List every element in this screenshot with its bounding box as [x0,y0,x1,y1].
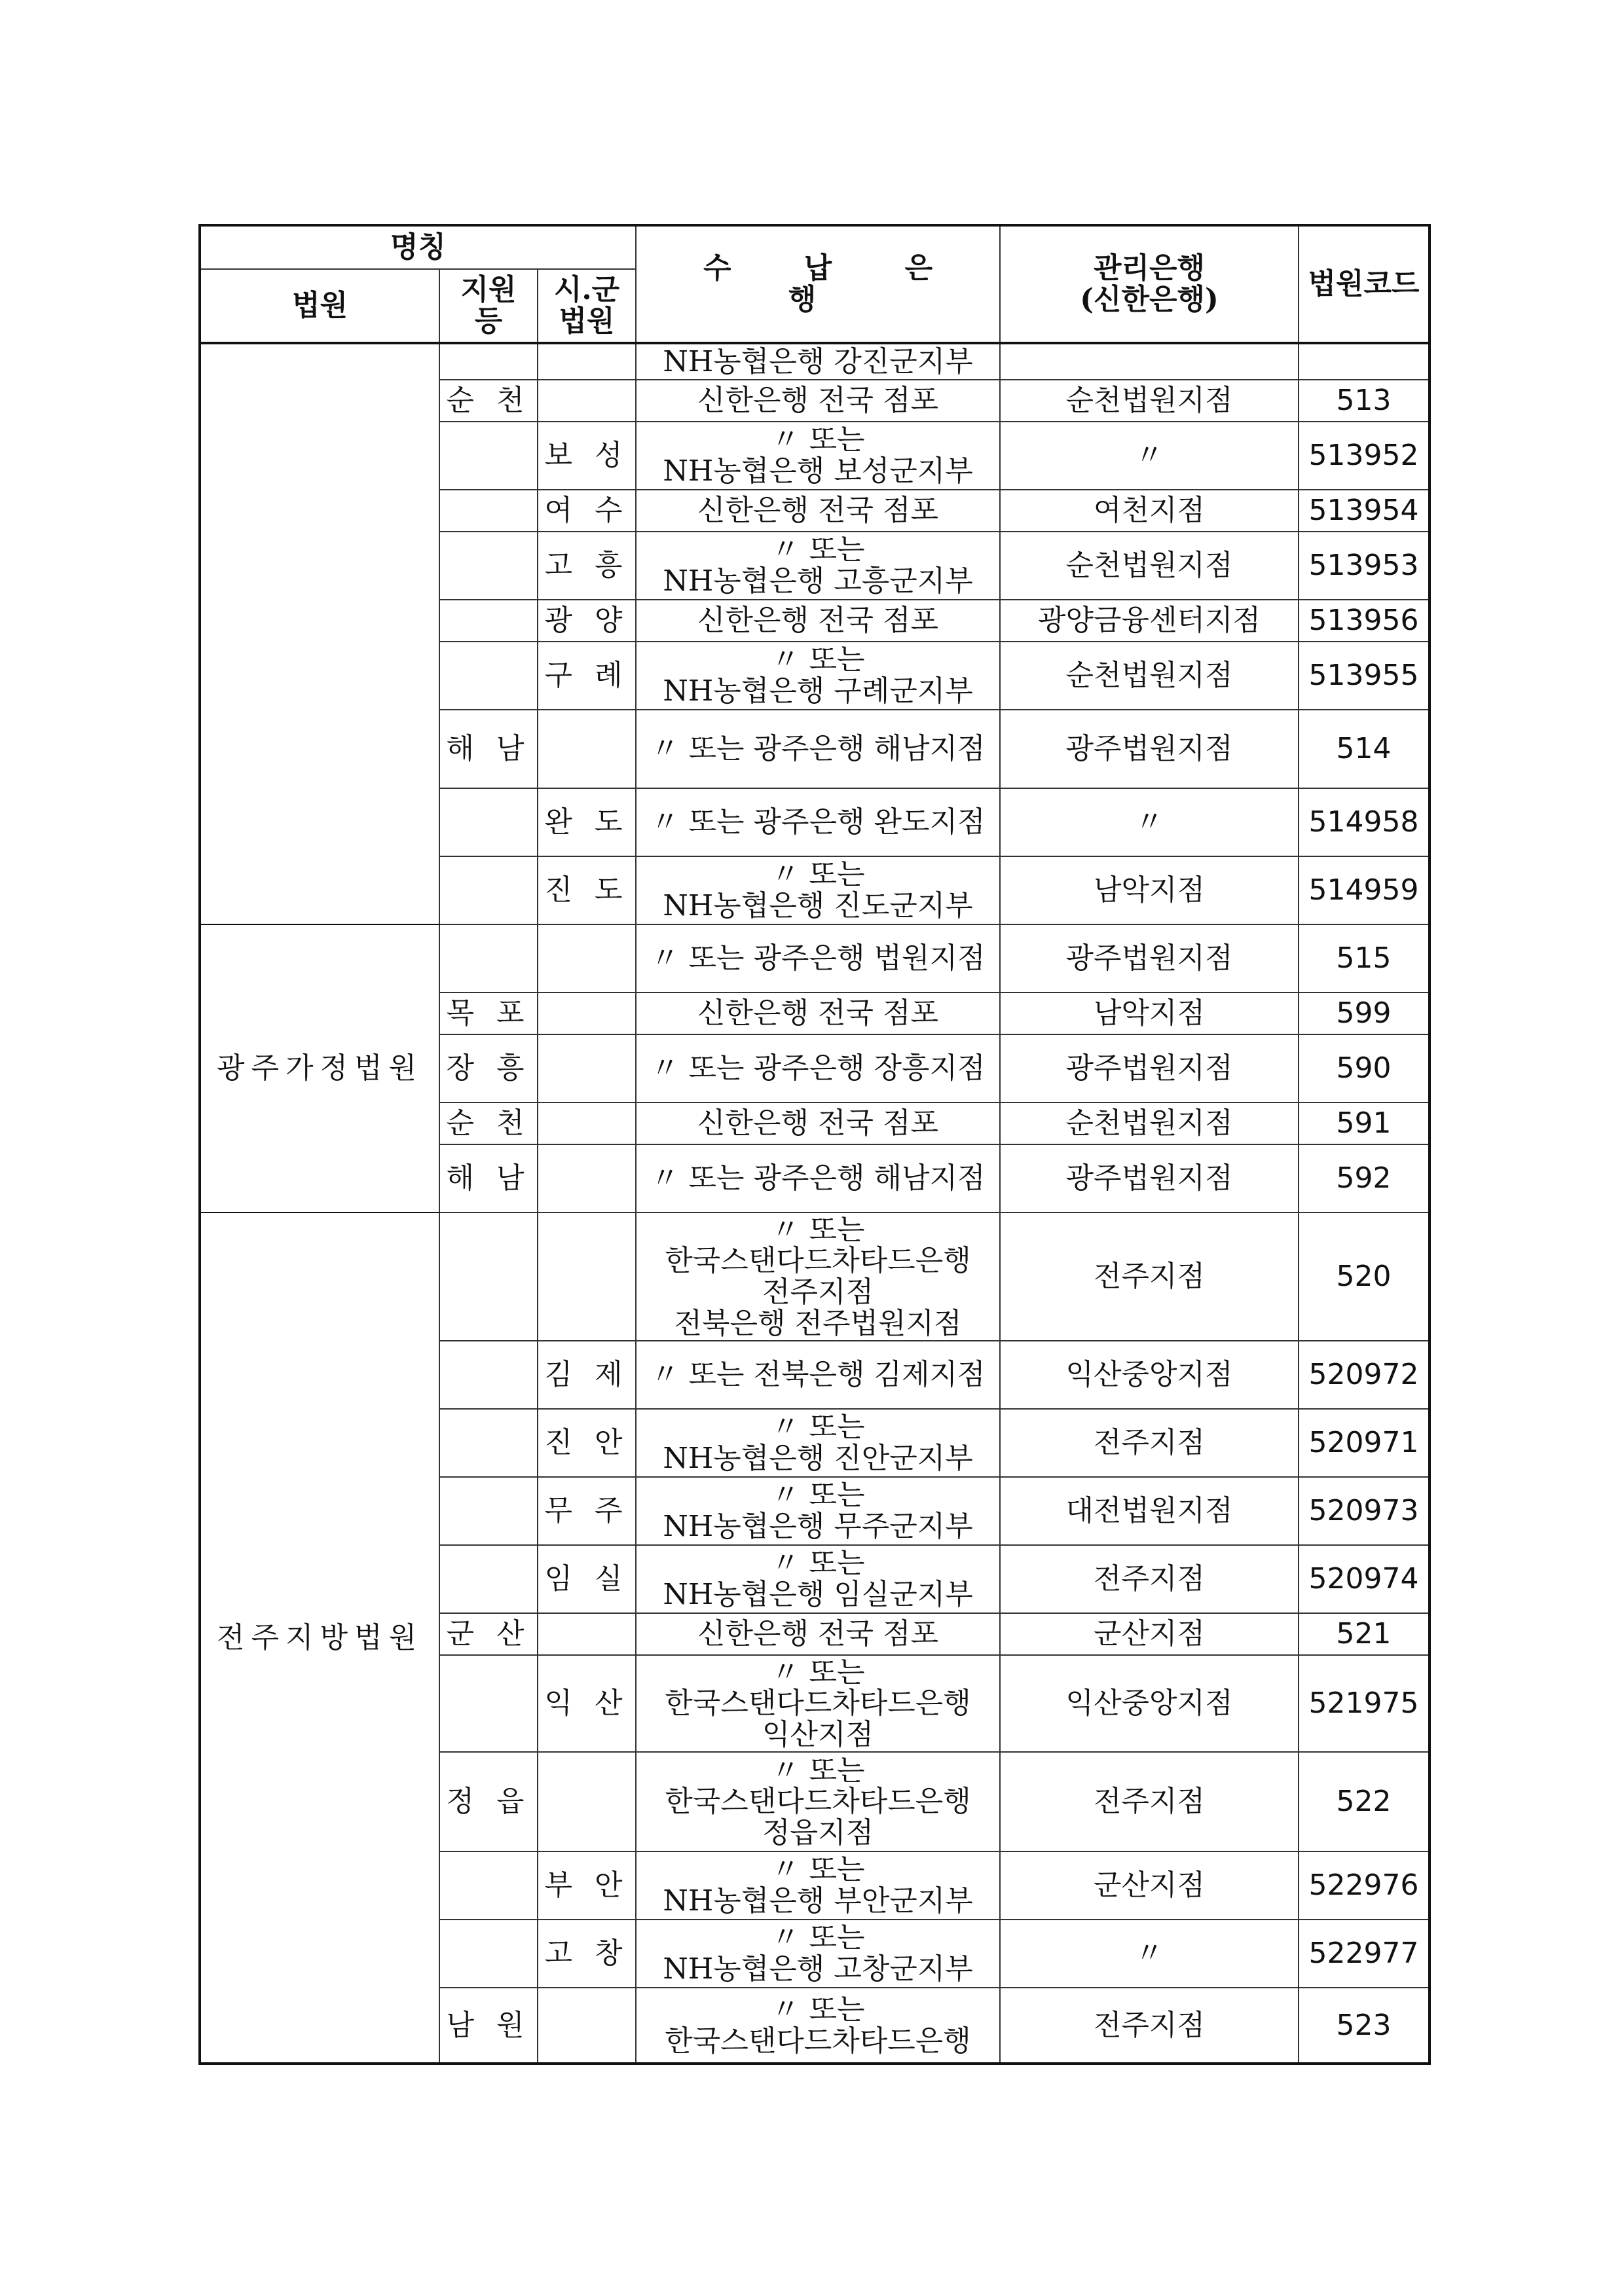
bank-line: 〃 또는 [771,1655,865,1689]
bank-line: 〃 또는 [771,1546,865,1580]
branch-cell [439,422,538,490]
court-code-cell: 514958 [1299,788,1430,856]
local-court-cell [538,1613,636,1655]
bank-cell [636,1212,1000,1341]
bank-line: 〃 또는 [771,1853,865,1887]
bank-line: 〃 또는 [771,1921,865,1955]
bank-line: 전북은행 전주법원지점 [674,1306,962,1340]
manager-bank-cell: 광주법원지점 [1000,1034,1299,1102]
bank-line: 〃 또는 광주은행 해남지점 [650,732,986,766]
bank-cell [636,856,1000,924]
bank-line: 〃 또는 전북은행 김제지점 [650,1358,986,1392]
bank-line: 〃 또는 [771,643,865,677]
manager-bank-cell: 익산중앙지점 [1000,1655,1299,1752]
local-court-cell: 여 수 [538,490,636,532]
table-row [200,1212,1430,1341]
manager-bank-header [1000,225,1299,343]
branch-cell [439,1409,538,1477]
court-code-cell: 520971 [1299,1409,1430,1477]
court-code-cell: 514 [1299,710,1430,788]
court-code-cell: 520972 [1299,1341,1430,1409]
manager-bank-cell: 순천법원지점 [1000,380,1299,422]
court-code-cell: 513 [1299,380,1430,422]
bank-line: 전주지점 [762,1275,874,1309]
manager-bank-cell: 남악지점 [1000,993,1299,1034]
bank-cell [636,1752,1000,1851]
bank-line: 〃 또는 [771,423,865,457]
local-court-cell [538,1102,636,1144]
bank-cell [636,380,1000,422]
local-court-cell [538,1752,636,1851]
branch-header-line: 지원 [460,273,517,307]
bank-line: 〃 또는 [771,858,865,892]
bank-line: 한국스탠다드차타드은행 [665,1785,971,1819]
manager-bank-cell: 순천법원지점 [1000,642,1299,710]
bank-cell [636,1477,1000,1545]
court-code-cell: 514959 [1299,856,1430,924]
local-court-cell: 고 흥 [538,532,636,600]
manager-bank-cell: 〃 [1000,788,1299,856]
manager-bank-cell: 전주지점 [1000,1752,1299,1851]
bank-cell [636,1102,1000,1144]
table-body [200,343,1430,2064]
bank-cell [636,490,1000,532]
manager-bank-cell: 익산중앙지점 [1000,1341,1299,1409]
bank-line: NH농협은행 고흥군지부 [663,564,973,598]
branch-cell: 해 남 [439,1144,538,1212]
manager-bank-cell: 전주지점 [1000,1988,1299,2064]
bank-cell [636,1545,1000,1613]
court-code-cell: 513953 [1299,532,1430,600]
local-court-cell: 무 주 [538,1477,636,1545]
bank-line: 〃 또는 광주은행 법원지점 [650,941,986,975]
manager-bank-cell: 〃 [1000,1920,1299,1988]
local-header-line: 법원 [559,304,615,338]
bank-line: 〃 또는 [771,1410,865,1444]
branch-cell [439,532,538,600]
branch-cell: 해 남 [439,710,538,788]
manager-bank-cell: 전주지점 [1000,1212,1299,1341]
court-name-cell: 광주가정법원 [200,924,439,1212]
local-court-cell [538,380,636,422]
branch-cell [439,600,538,642]
bank-cell [636,993,1000,1034]
bank-line: 신한은행 전국 점포 [697,1106,939,1140]
manager-header-line: (신한은행) [1080,283,1219,316]
court-code-cell: 515 [1299,924,1430,993]
branch-cell [439,1477,538,1545]
bank-line: 〃 또는 광주은행 장흥지점 [650,1051,986,1085]
bank-line: 〃 또는 [771,1753,865,1787]
local-court-cell: 보 성 [538,422,636,490]
bank-line: 한국스탠다드차타드은행 [665,1686,971,1721]
manager-bank-cell: 전주지점 [1000,1545,1299,1613]
local-court-cell [538,343,636,380]
branch-cell [439,1212,538,1341]
manager-bank-cell: 광주법원지점 [1000,1144,1299,1212]
manager-bank-cell: 여천지점 [1000,490,1299,532]
bank-line: 신한은행 전국 점포 [697,1617,939,1651]
court-bank-table [198,224,1431,2065]
manager-bank-cell: 광주법원지점 [1000,924,1299,993]
court-code-cell: 513952 [1299,422,1430,490]
bank-line: NH농협은행 부안군지부 [663,1884,973,1918]
bank-cell [636,788,1000,856]
bank-line: 신한은행 전국 점포 [697,384,939,418]
court-code-cell [1299,343,1430,380]
branch-cell: 남 원 [439,1988,538,2064]
branch-cell: 순 천 [439,380,538,422]
branch-cell [439,343,538,380]
local-court-cell: 임 실 [538,1545,636,1613]
local-court-cell: 진 도 [538,856,636,924]
court-code-cell: 513956 [1299,600,1430,642]
bank-cell [636,1851,1000,1920]
bank-cell [636,1613,1000,1655]
bank-cell [636,532,1000,600]
court-code-cell: 513954 [1299,490,1430,532]
court-name-cell: 전주지방법원 [200,1212,439,2064]
local-court-cell [538,1988,636,2064]
bank-line: 한국스탠다드차타드은행 [665,1244,971,1278]
local-header-line: 시.군 [553,273,620,307]
local-court-cell: 구 례 [538,642,636,710]
branch-cell [439,1545,538,1613]
bank-line: 한국스탠다드차타드은행 [665,2024,971,2058]
branch-cell: 정 읍 [439,1752,538,1851]
bank-cell [636,1034,1000,1102]
bank-cell [636,924,1000,993]
branch-cell [439,1920,538,1988]
bank-line: 〃 또는 광주은행 완도지점 [650,805,986,839]
manager-bank-cell: 광양금융센터지점 [1000,600,1299,642]
local-court-cell: 완 도 [538,788,636,856]
court-code-cell: 523 [1299,1988,1430,2064]
local-court-cell: 광 양 [538,600,636,642]
bank-header [636,225,1000,343]
manager-bank-cell: 군산지점 [1000,1851,1299,1920]
branch-cell: 순 천 [439,1102,538,1144]
local-court-cell [538,993,636,1034]
local-court-cell: 부 안 [538,1851,636,1920]
branch-cell [439,856,538,924]
bank-line: NH농협은행 강진군지부 [663,344,973,378]
branch-cell [439,924,538,993]
bank-cell [636,600,1000,642]
manager-bank-cell: 광주법원지점 [1000,710,1299,788]
bank-header-label: 수 납 은 행 [703,251,965,316]
court-code-header: 법원코드 [1299,225,1430,343]
bank-line: 〃 또는 [771,533,865,567]
bank-cell [636,1341,1000,1409]
court-code-cell: 522976 [1299,1851,1430,1920]
bank-line: NH농협은행 진도군지부 [663,889,973,922]
court-code-cell: 599 [1299,993,1430,1034]
bank-line: NH농협은행 무주군지부 [663,1510,973,1543]
bank-line: 신한은행 전국 점포 [697,996,939,1030]
table-row [200,343,1430,380]
branch-cell: 장 흥 [439,1034,538,1102]
court-name-cell [200,343,439,924]
bank-cell [636,642,1000,710]
local-court-header [538,269,636,343]
bank-line: 〃 또는 [771,1212,865,1247]
manager-bank-cell: 대전법원지점 [1000,1477,1299,1545]
court-code-cell: 521975 [1299,1655,1430,1752]
branch-cell [439,788,538,856]
local-court-cell: 김 제 [538,1341,636,1409]
manager-bank-cell: 군산지점 [1000,1613,1299,1655]
manager-header-line: 관리은행 [1094,251,1206,285]
court-code-cell: 520 [1299,1212,1430,1341]
branch-cell: 군 산 [439,1613,538,1655]
table-header [200,225,1430,343]
branch-cell [439,1851,538,1920]
name-group-header: 명칭 [200,225,636,269]
branch-cell [439,1341,538,1409]
court-code-cell: 522977 [1299,1920,1430,1988]
local-court-cell [538,924,636,993]
court-header: 법원 [200,269,439,343]
manager-bank-cell [1000,343,1299,380]
court-code-cell: 590 [1299,1034,1430,1102]
branch-cell: 목 포 [439,993,538,1034]
local-court-cell: 익 산 [538,1655,636,1752]
bank-cell [636,1409,1000,1477]
manager-bank-cell: 순천법원지점 [1000,1102,1299,1144]
court-code-cell: 591 [1299,1102,1430,1144]
court-code-cell: 520974 [1299,1545,1430,1613]
court-code-cell: 520973 [1299,1477,1430,1545]
bank-line: 정읍지점 [762,1815,874,1850]
bank-line: 〃 또는 [771,1992,865,2026]
bank-cell [636,710,1000,788]
bank-line: 익산지점 [762,1717,874,1751]
branch-header-line: 등 [474,304,503,338]
bank-cell [636,422,1000,490]
branch-cell [439,490,538,532]
bank-cell [636,1988,1000,2064]
bank-line: 〃 또는 광주은행 해남지점 [650,1161,986,1195]
court-code-cell: 521 [1299,1613,1430,1655]
bank-cell [636,1920,1000,1988]
manager-bank-cell: 〃 [1000,422,1299,490]
bank-line: NH농협은행 진안군지부 [663,1442,973,1475]
local-court-cell [538,1212,636,1341]
local-court-cell [538,1034,636,1102]
manager-bank-cell: 남악지점 [1000,856,1299,924]
table-row [200,924,1430,993]
bank-line: NH농협은행 보성군지부 [663,454,973,488]
branch-cell [439,642,538,710]
local-court-cell [538,710,636,788]
local-court-cell: 고 창 [538,1920,636,1988]
bank-line: 신한은행 전국 점포 [697,494,939,528]
manager-bank-cell: 전주지점 [1000,1409,1299,1477]
bank-line: 신한은행 전국 점포 [697,604,939,638]
local-court-cell: 진 안 [538,1409,636,1477]
bank-cell [636,1144,1000,1212]
bank-cell [636,1655,1000,1752]
court-code-cell: 592 [1299,1144,1430,1212]
bank-line: NH농협은행 임실군지부 [663,1578,973,1611]
local-court-cell [538,1144,636,1212]
bank-line: NH농협은행 구례군지부 [663,674,973,708]
bank-cell [636,343,1000,380]
court-code-cell: 513955 [1299,642,1430,710]
bank-line: NH농협은행 고창군지부 [663,1952,973,1986]
court-code-cell: 522 [1299,1752,1430,1851]
manager-bank-cell: 순천법원지점 [1000,532,1299,600]
branch-header [439,269,538,343]
branch-cell [439,1655,538,1752]
bank-line: 〃 또는 [771,1478,865,1512]
